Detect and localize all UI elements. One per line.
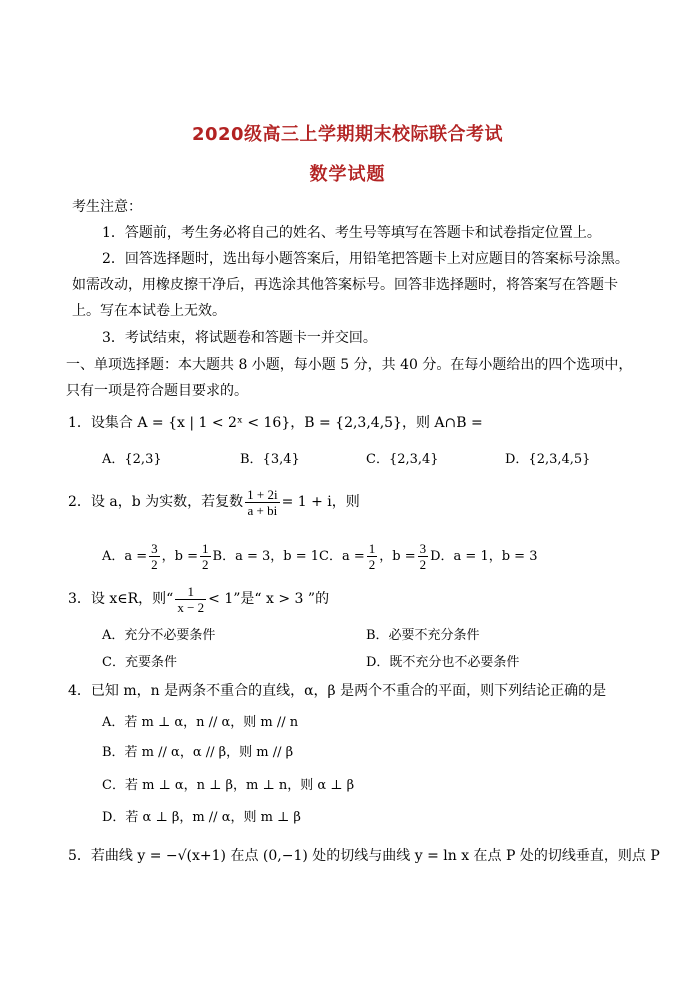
fraction-numerator: 1 — [202, 541, 209, 556]
section-1-line-2: 只有一项是符合题目要求的。 — [66, 383, 248, 399]
fraction-denominator: 2 — [151, 557, 158, 572]
exam-title: 2020级高三上学期期末校际联合考试 — [191, 124, 504, 145]
fraction-numerator: 3 — [151, 541, 158, 556]
question-3-option-a: A．充分不必要条件 — [102, 628, 216, 643]
question-4-option-b: B．若 m // α，α // β，则 m // β — [102, 745, 294, 760]
question-3-option-b: B．必要不充分条件 — [366, 628, 480, 643]
question-2-option-a-fraction-2 — [200, 541, 211, 572]
question-1-stem: 1．设集合 A = {x | 1 < 2ˣ < 16}，B = {2,3,4,5}，则 A∩B = — [68, 415, 483, 431]
question-3-fraction-numerator: 1 — [175, 584, 206, 600]
question-2-option-c-pre: C．a = — [319, 549, 365, 564]
question-3-option-c: C．充要条件 — [102, 655, 177, 670]
question-2-stem-pre: 2．设 a，b 为实数，若复数 — [68, 494, 244, 510]
question-5-stem: 5．若曲线 y = −√(x+1) 在点 (0,−1) 处的切线与曲线 y = ln x 在点 P 处的切线垂直，则点 P — [68, 848, 660, 864]
fraction-numerator: 1 — [368, 541, 376, 556]
fraction-numerator: 3 — [419, 541, 427, 556]
question-1-option-c: C．{2,3,4} — [366, 452, 439, 467]
fraction-denominator: 2 — [368, 557, 376, 572]
question-2-options — [102, 540, 537, 574]
fraction-denominator: 2 — [419, 557, 427, 572]
notice-item-2-line-2: 如需改动，用橡皮擦干净后，再选涂其他答案标号。回答非选择题时，将答案写在答题卡 — [72, 277, 618, 293]
question-2-option-a-fraction-1 — [149, 541, 160, 572]
question-1-option-b: B．{3,4} — [240, 452, 300, 467]
question-3-option-d: D．既不充分也不必要条件 — [366, 655, 520, 670]
question-3-stem — [68, 582, 635, 616]
question-1-option-a: A．{2,3} — [102, 452, 162, 467]
fraction-denominator: 2 — [202, 557, 209, 572]
question-4-stem: 4．已知 m，n 是两条不重合的直线，α，β 是两个不重合的平面，则下列结论正确的是 — [68, 683, 607, 699]
question-4-option-d: D．若 α ⊥ β，m // α，则 m ⊥ β — [102, 810, 301, 825]
question-4-option-a: A．若 m ⊥ α，n // α，则 m // n — [102, 715, 299, 730]
question-3-stem-pre: 3．设 x∈R，则“ — [68, 591, 174, 607]
question-2-stem — [68, 485, 635, 519]
question-2-option-b: B．a = 3，b = 1 — [212, 549, 320, 564]
section-1-line-1: 一、单项选择题：本大题共 8 小题，每小题 5 分，共 40 分。在每小题给出的四个选项中， — [66, 357, 633, 373]
question-2-option-a-pre: A．a = — [102, 549, 148, 564]
question-3-fraction — [175, 584, 206, 615]
exam-subtitle: 数学试题 — [309, 164, 386, 185]
question-2-stem-post: = 1 + i，则 — [281, 494, 360, 510]
question-2-option-d: D．a = 1，b = 3 — [430, 549, 538, 564]
question-2-fraction-denominator: a + bi — [247, 502, 278, 518]
question-2-option-c-fraction-1 — [367, 541, 378, 572]
question-3-stem-post: < 1”是“ x > 3 ”的 — [208, 591, 330, 607]
question-2-fraction-numerator: 1 + 2i — [247, 486, 278, 502]
question-4-option-c: C．若 m ⊥ α，n ⊥ β，m ⊥ n，则 α ⊥ β — [102, 778, 355, 793]
question-3-fraction-denominator: x − 2 — [177, 599, 205, 615]
notice-heading: 考生注意： — [72, 199, 142, 215]
question-2-fraction — [245, 487, 279, 518]
notice-item-3: 3．考试结束，将试题卷和答题卡一并交回。 — [102, 330, 377, 346]
notice-item-2-line-1: 2．回答选择题时，选出每小题答案后，用铅笔把答题卡上对应题目的答案标号涂黑。 — [102, 251, 629, 267]
notice-item-1: 1．答题前，考生务必将自己的姓名、考生号等填写在答题卡和试卷指定位置上。 — [102, 225, 601, 241]
question-2-option-c-mid: ，b = — [379, 549, 416, 564]
question-2-option-c-fraction-2 — [418, 541, 429, 572]
notice-item-2-line-3: 上。写在本试卷上无效。 — [72, 303, 226, 319]
question-1-option-d: D．{2,3,4,5} — [505, 452, 591, 467]
question-2-option-a-mid: ，b = — [161, 549, 199, 564]
